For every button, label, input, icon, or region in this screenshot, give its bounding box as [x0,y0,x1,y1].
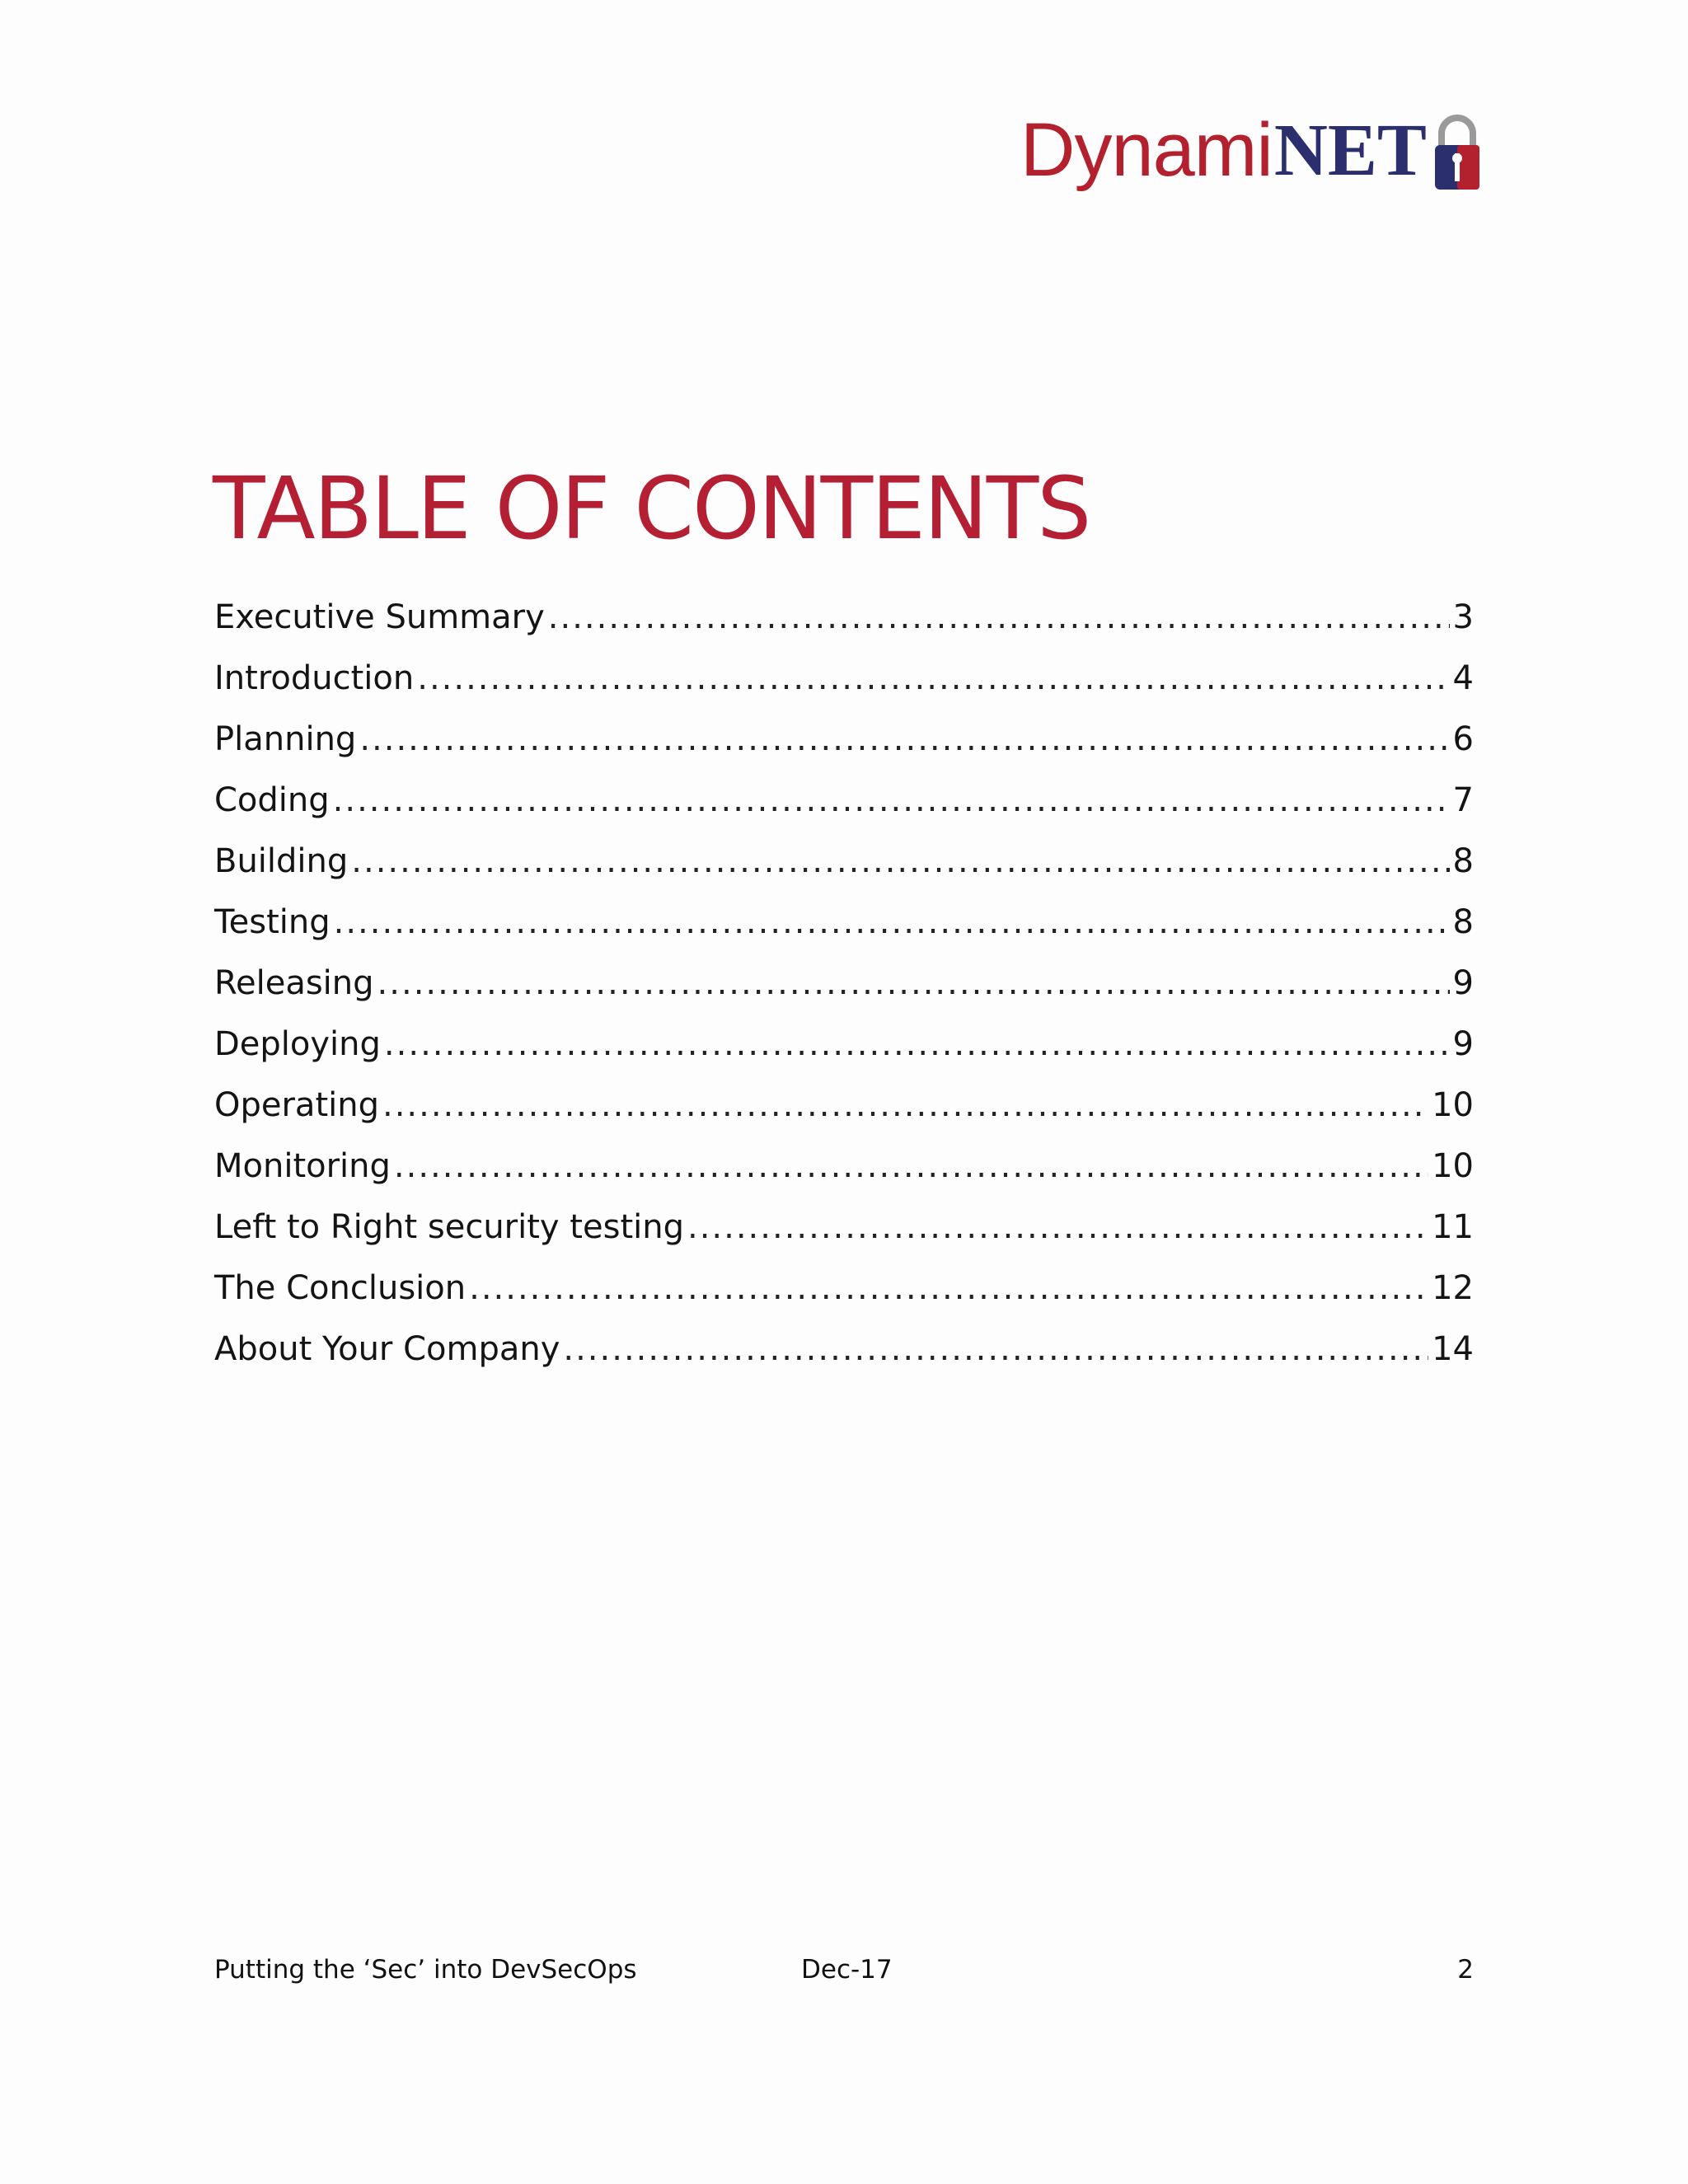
footer-page-number: 2 [1457,1955,1474,1985]
toc-entry-label: Testing [214,903,331,941]
toc-entry-page: 3 [1452,598,1474,636]
padlock-icon [1430,110,1484,193]
toc-entry-label: Operating [214,1086,379,1124]
toc-entry[interactable] [214,1330,1474,1391]
toc-entry[interactable] [214,903,1474,964]
dot-leader [417,659,1449,697]
dot-leader [384,1025,1450,1063]
toc-entry-label: About Your Company [214,1330,560,1368]
toc-entry[interactable] [214,1269,1474,1330]
toc-entry-label: Deploying [214,1025,381,1063]
toc-entry-page: 6 [1452,720,1474,758]
dot-leader [469,1269,1428,1307]
dot-leader [382,1086,1428,1124]
dot-leader [351,842,1449,880]
page-title: TABLE OF CONTENTS [213,458,1090,559]
company-logo [1020,97,1484,192]
toc-entry-label: Coding [214,781,330,819]
dot-leader [359,720,1449,758]
dot-leader [394,1147,1428,1185]
footer-date: Dec-17 [801,1955,893,1985]
dot-leader [687,1208,1428,1246]
toc-entry-page: 9 [1452,964,1474,1002]
toc-entry-page: 4 [1452,659,1474,697]
toc-entry-label: Introduction [214,659,415,697]
toc-entry[interactable] [214,964,1474,1025]
toc-entry[interactable] [214,1147,1474,1208]
toc-entry[interactable] [214,1208,1474,1269]
dot-leader [548,598,1450,636]
logo-text-net: NET [1273,110,1427,191]
dot-leader [333,781,1450,819]
toc-entry[interactable] [214,842,1474,903]
toc-entry-page: 7 [1452,781,1474,819]
toc-entry-page: 12 [1432,1269,1474,1307]
dot-leader [377,964,1450,1002]
toc-entry-page: 14 [1432,1330,1474,1368]
toc-entry[interactable] [214,1086,1474,1147]
toc-entry[interactable] [214,659,1474,720]
footer-document-title: Putting the ‘Sec’ into DevSecOps [214,1955,637,1985]
table-of-contents [214,598,1474,1391]
toc-entry-page: 10 [1432,1086,1474,1124]
toc-entry-label: Executive Summary [214,598,545,636]
toc-entry-page: 8 [1452,903,1474,941]
toc-entry-page: 8 [1452,842,1474,880]
toc-entry-page: 11 [1432,1208,1474,1246]
dot-leader [563,1330,1428,1368]
toc-entry[interactable] [214,1025,1474,1086]
toc-entry-page: 10 [1432,1147,1474,1185]
toc-entry[interactable] [214,598,1474,659]
toc-entry[interactable] [214,781,1474,842]
toc-entry-label: Left to Right security testing [214,1208,684,1246]
toc-entry-label: Releasing [214,964,374,1002]
toc-entry-label: Building [214,842,349,880]
toc-entry-page: 9 [1452,1025,1474,1063]
toc-entry-label: Monitoring [214,1147,391,1185]
dot-leader [334,903,1450,941]
logo-text-dynami: Dynami [1020,108,1273,192]
toc-entry-label: Planning [214,720,357,758]
toc-entry-label: The Conclusion [214,1269,467,1307]
toc-entry[interactable] [214,720,1474,781]
